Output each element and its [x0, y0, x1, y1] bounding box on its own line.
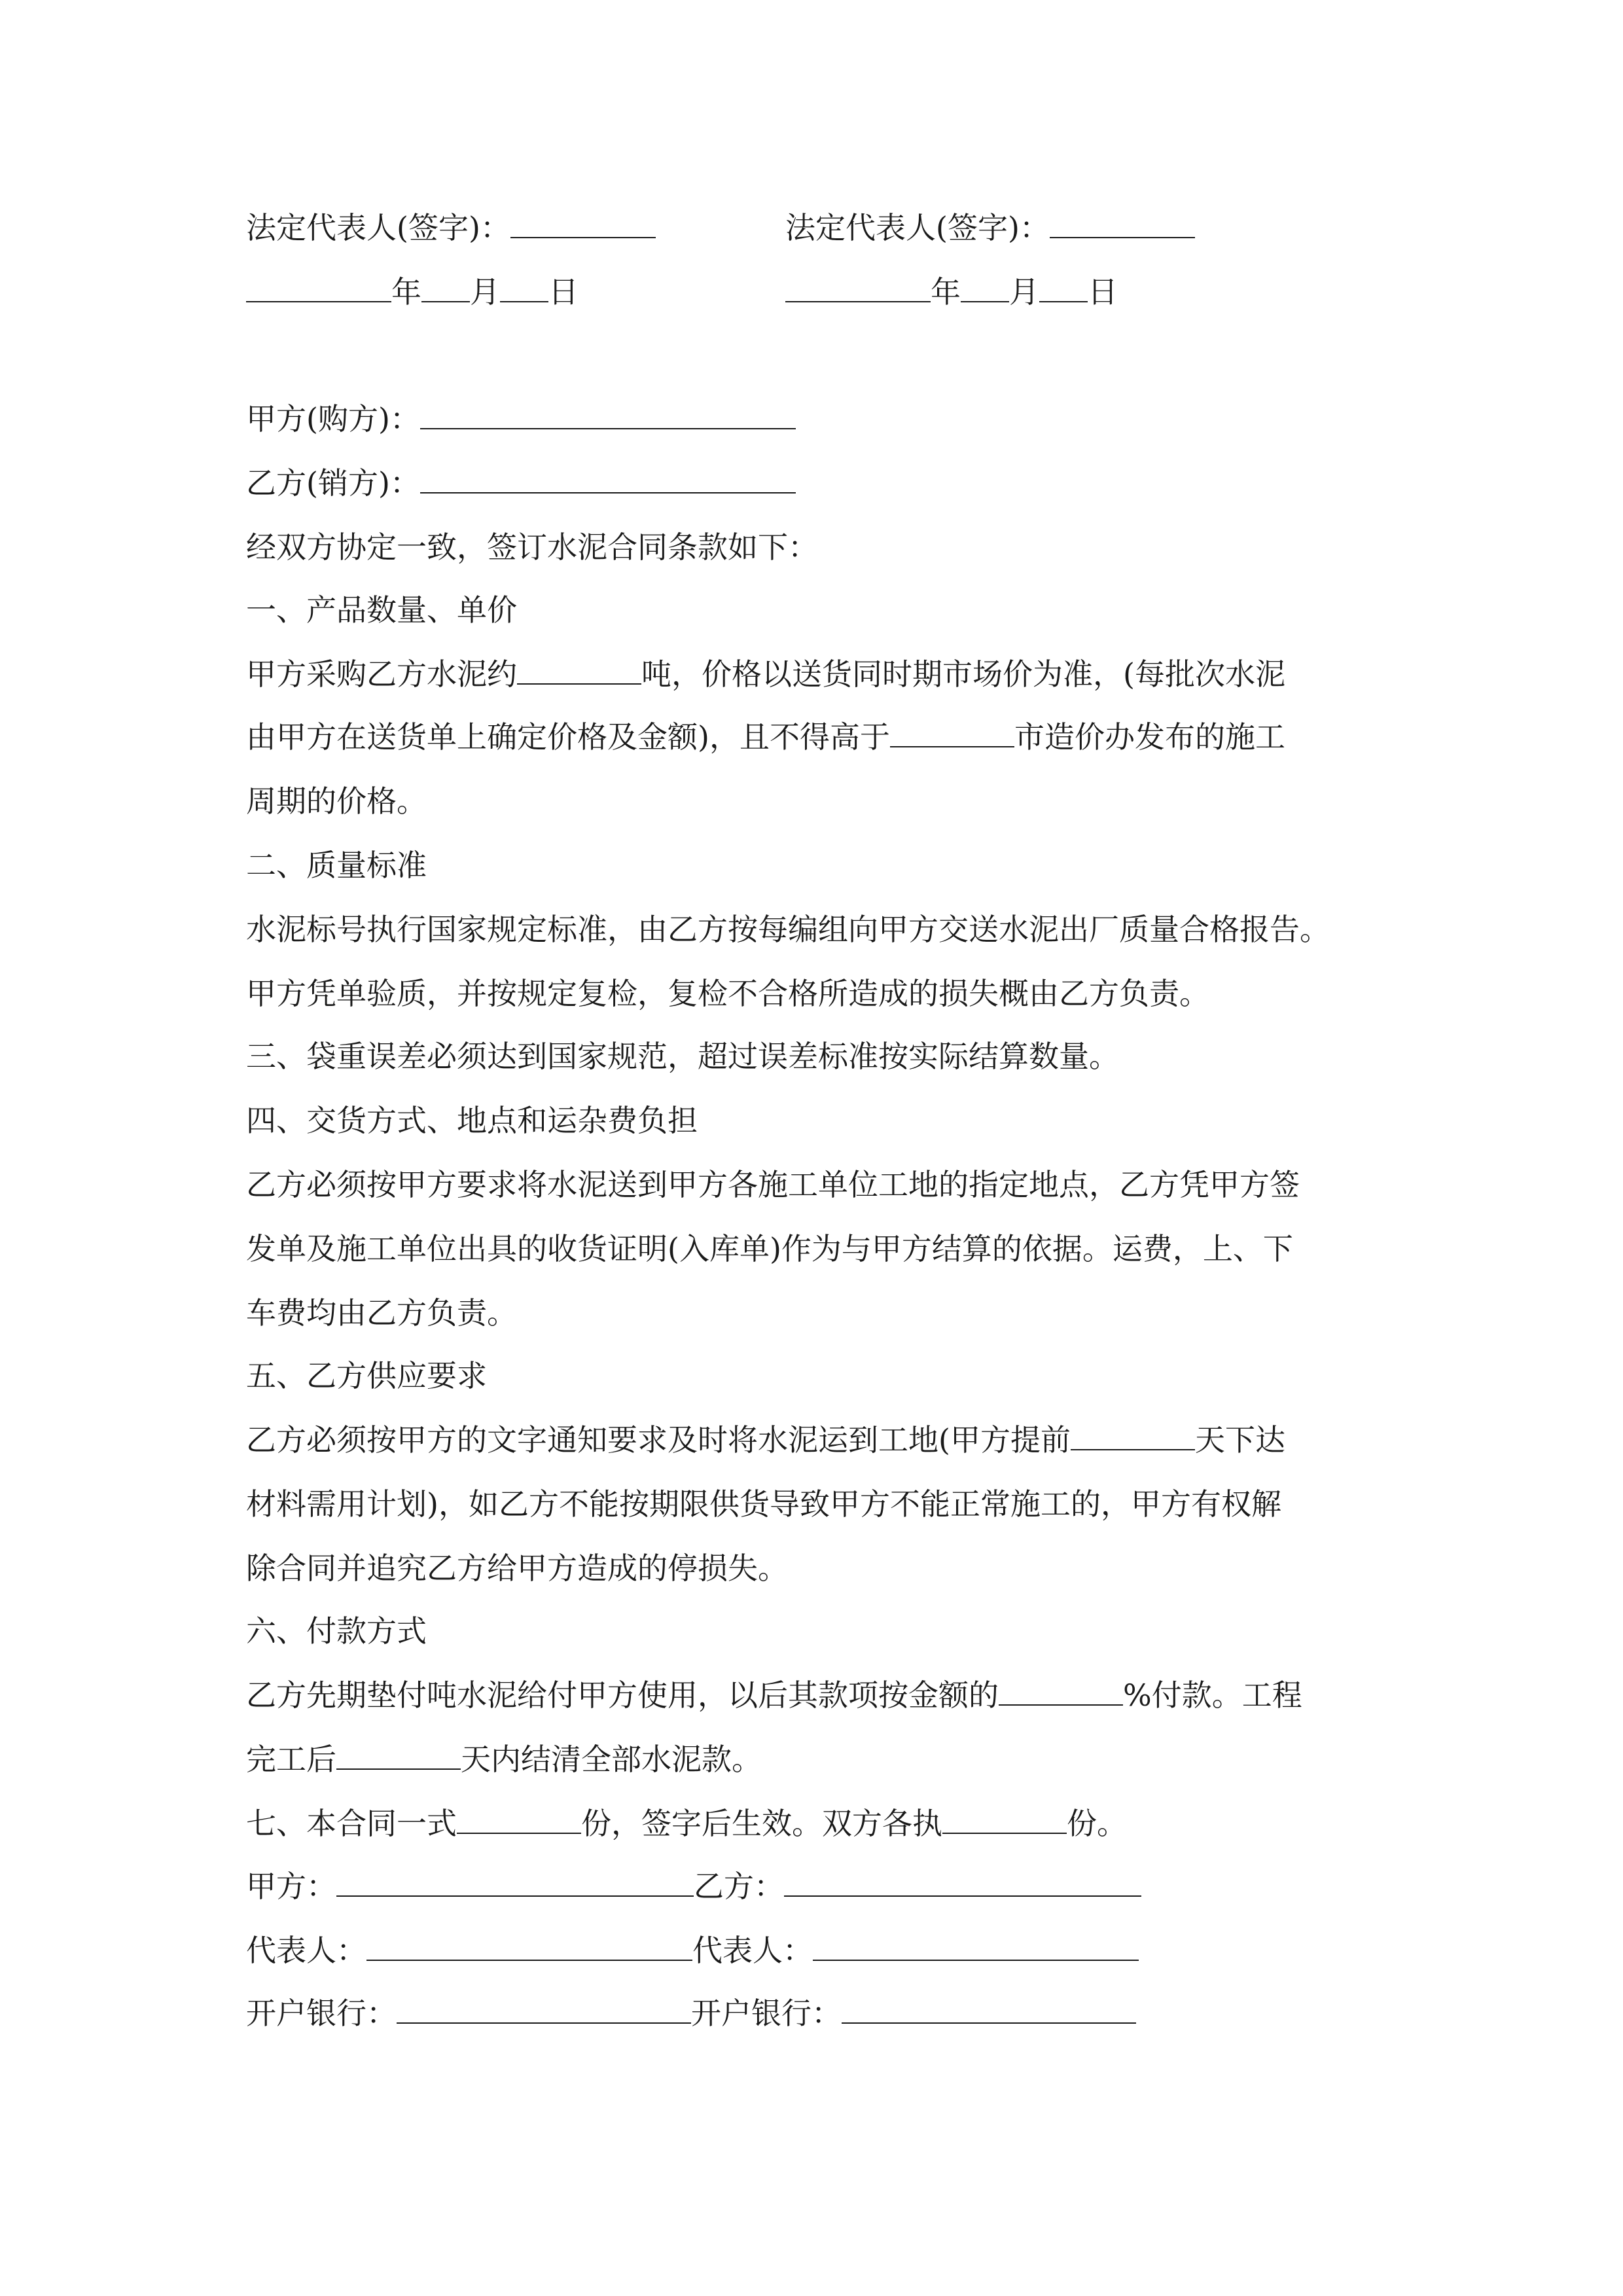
- copies-each-blank: [942, 1804, 1067, 1834]
- clause-6-text-c: 完工后: [246, 1742, 336, 1777]
- month-blank-right: [961, 272, 1009, 302]
- footer-party-a-blank: [336, 1867, 694, 1897]
- year-label-right: 年: [931, 274, 961, 310]
- month-label-left: 月: [470, 274, 500, 310]
- footer-rep-row: [246, 1931, 1139, 1970]
- payment-percent-blank: [999, 1676, 1123, 1706]
- footer-rep-a-label: 代表人：: [246, 1933, 366, 1968]
- footer-party-a-label: 甲方：: [246, 1869, 336, 1904]
- year-label-left: 年: [391, 274, 421, 310]
- clause-6-text-d: 天内结清全部水泥款。: [461, 1742, 762, 1777]
- clause-7: [246, 1804, 1127, 1843]
- legal-rep-label-left: 法定代表人(签字)：: [246, 210, 510, 245]
- party-a-row: [246, 399, 796, 439]
- year-blank-left: [246, 272, 391, 302]
- clause-5-title: 五、乙方供应要求: [246, 1358, 487, 1393]
- party-a-blank: [420, 399, 796, 429]
- footer-rep-b-label: 代表人：: [692, 1933, 813, 1968]
- footer-party-b-label: 乙方：: [694, 1869, 784, 1904]
- year-blank-right: [785, 272, 931, 302]
- clause-2-line-2: 甲方凭单验质，并按规定复检，复检不合格所造成的损失概由乙方负责。: [246, 976, 1209, 1011]
- clause-4-title: 四、交货方式、地点和运杂费负担: [246, 1103, 698, 1138]
- footer-bank-b-label: 开户银行：: [691, 1996, 842, 2031]
- clause-1-text-a: 甲方采购乙方水泥约: [246, 656, 517, 692]
- clause-3: 三、袋重误差必须达到国家规范，超过误差标准按实际结算数量。: [246, 1039, 1119, 1074]
- clause-7-text-b: 份，签字后生效。双方各执: [581, 1806, 942, 1841]
- day-blank-right: [1039, 272, 1088, 302]
- clause-6-title: 六、付款方式: [246, 1613, 427, 1649]
- day-label-right: 日: [1088, 274, 1118, 310]
- clause-5-line-1: [246, 1420, 1285, 1460]
- clause-6-text-a: 乙方先期垫付吨水泥给付甲方使用，以后其款项按金额的: [246, 1677, 999, 1713]
- city-blank: [890, 717, 1014, 747]
- signature-date-row: [246, 272, 1118, 312]
- footer-rep-a-blank: [366, 1931, 692, 1961]
- footer-party-b-blank: [784, 1867, 1141, 1897]
- party-b-label: 乙方(销方)：: [246, 465, 420, 501]
- legal-rep-blank-right: [1050, 208, 1195, 238]
- intro-text: 经双方协定一致，签订水泥合同条款如下：: [246, 529, 818, 565]
- party-b-row: [246, 463, 796, 503]
- footer-party-row: [246, 1867, 1141, 1906]
- day-blank-left: [500, 272, 548, 302]
- clause-2-line-1: 水泥标号执行国家规定标准，由乙方按每编组向甲方交送水泥出厂质量合格报告。: [246, 912, 1330, 947]
- day-label-left: 日: [548, 274, 579, 310]
- party-b-blank: [420, 463, 796, 493]
- clause-5-line-3: 除合同并追究乙方给甲方造成的停损失。: [246, 1551, 788, 1586]
- clause-1-line-1: [246, 655, 1285, 694]
- footer-bank-a-label: 开户银行：: [246, 1996, 397, 2031]
- footer-rep-b-blank: [813, 1931, 1139, 1961]
- party-a-label: 甲方(购方)：: [246, 401, 420, 437]
- month-blank-left: [421, 272, 470, 302]
- settlement-days-blank: [336, 1740, 461, 1770]
- clause-5-text-a: 乙方必须按甲方的文字通知要求及时将水泥运到工地(甲方提前: [246, 1422, 1071, 1458]
- clause-1-line-2: [246, 717, 1285, 757]
- copies-total-blank: [457, 1804, 581, 1834]
- clause-7-text-a: 七、本合同一式: [246, 1806, 457, 1841]
- month-label-right: 月: [1009, 274, 1039, 310]
- footer-bank-row: [246, 1994, 1136, 2033]
- clause-4-line-1: 乙方必须按甲方要求将水泥送到甲方各施工单位工地的指定地点，乙方凭甲方签: [246, 1167, 1300, 1202]
- tonnage-blank: [517, 655, 641, 685]
- clause-4-line-2: 发单及施工单位出具的收货证明(入库单)作为与甲方结算的依据。运费，上、下: [246, 1231, 1293, 1266]
- clause-6-line-1: [246, 1676, 1302, 1715]
- clause-6-text-b: %付款。工程: [1123, 1677, 1302, 1713]
- clause-5-line-2: 材料需用计划)，如乙方不能按期限供货导致甲方不能正常施工的，甲方有权解: [246, 1486, 1281, 1522]
- clause-2-title: 二、质量标准: [246, 848, 427, 883]
- legal-rep-blank-left: [510, 208, 656, 238]
- advance-days-blank: [1071, 1420, 1195, 1450]
- clause-1-title: 一、产品数量、单价: [246, 592, 517, 628]
- footer-bank-a-blank: [397, 1994, 691, 2024]
- footer-bank-b-blank: [842, 1994, 1136, 2024]
- clause-1-text-b: 吨，价格以送货同时期市场价为准，(每批次水泥: [641, 656, 1285, 692]
- clause-1-text-c: 由甲方在送货单上确定价格及金额)，且不得高于: [246, 719, 890, 755]
- clause-1-line-3: 周期的价格。: [246, 783, 427, 819]
- clause-6-line-2: [246, 1740, 762, 1779]
- clause-7-text-c: 份。: [1067, 1806, 1127, 1841]
- clause-1-text-d: 市造价办发布的施工: [1014, 719, 1285, 755]
- clause-5-text-b: 天下达: [1194, 1422, 1285, 1458]
- clause-4-line-3: 车费均由乙方负责。: [246, 1295, 517, 1331]
- legal-rep-label-right: 法定代表人(签字)：: [785, 210, 1050, 245]
- legal-rep-signature-row: [246, 208, 1050, 247]
